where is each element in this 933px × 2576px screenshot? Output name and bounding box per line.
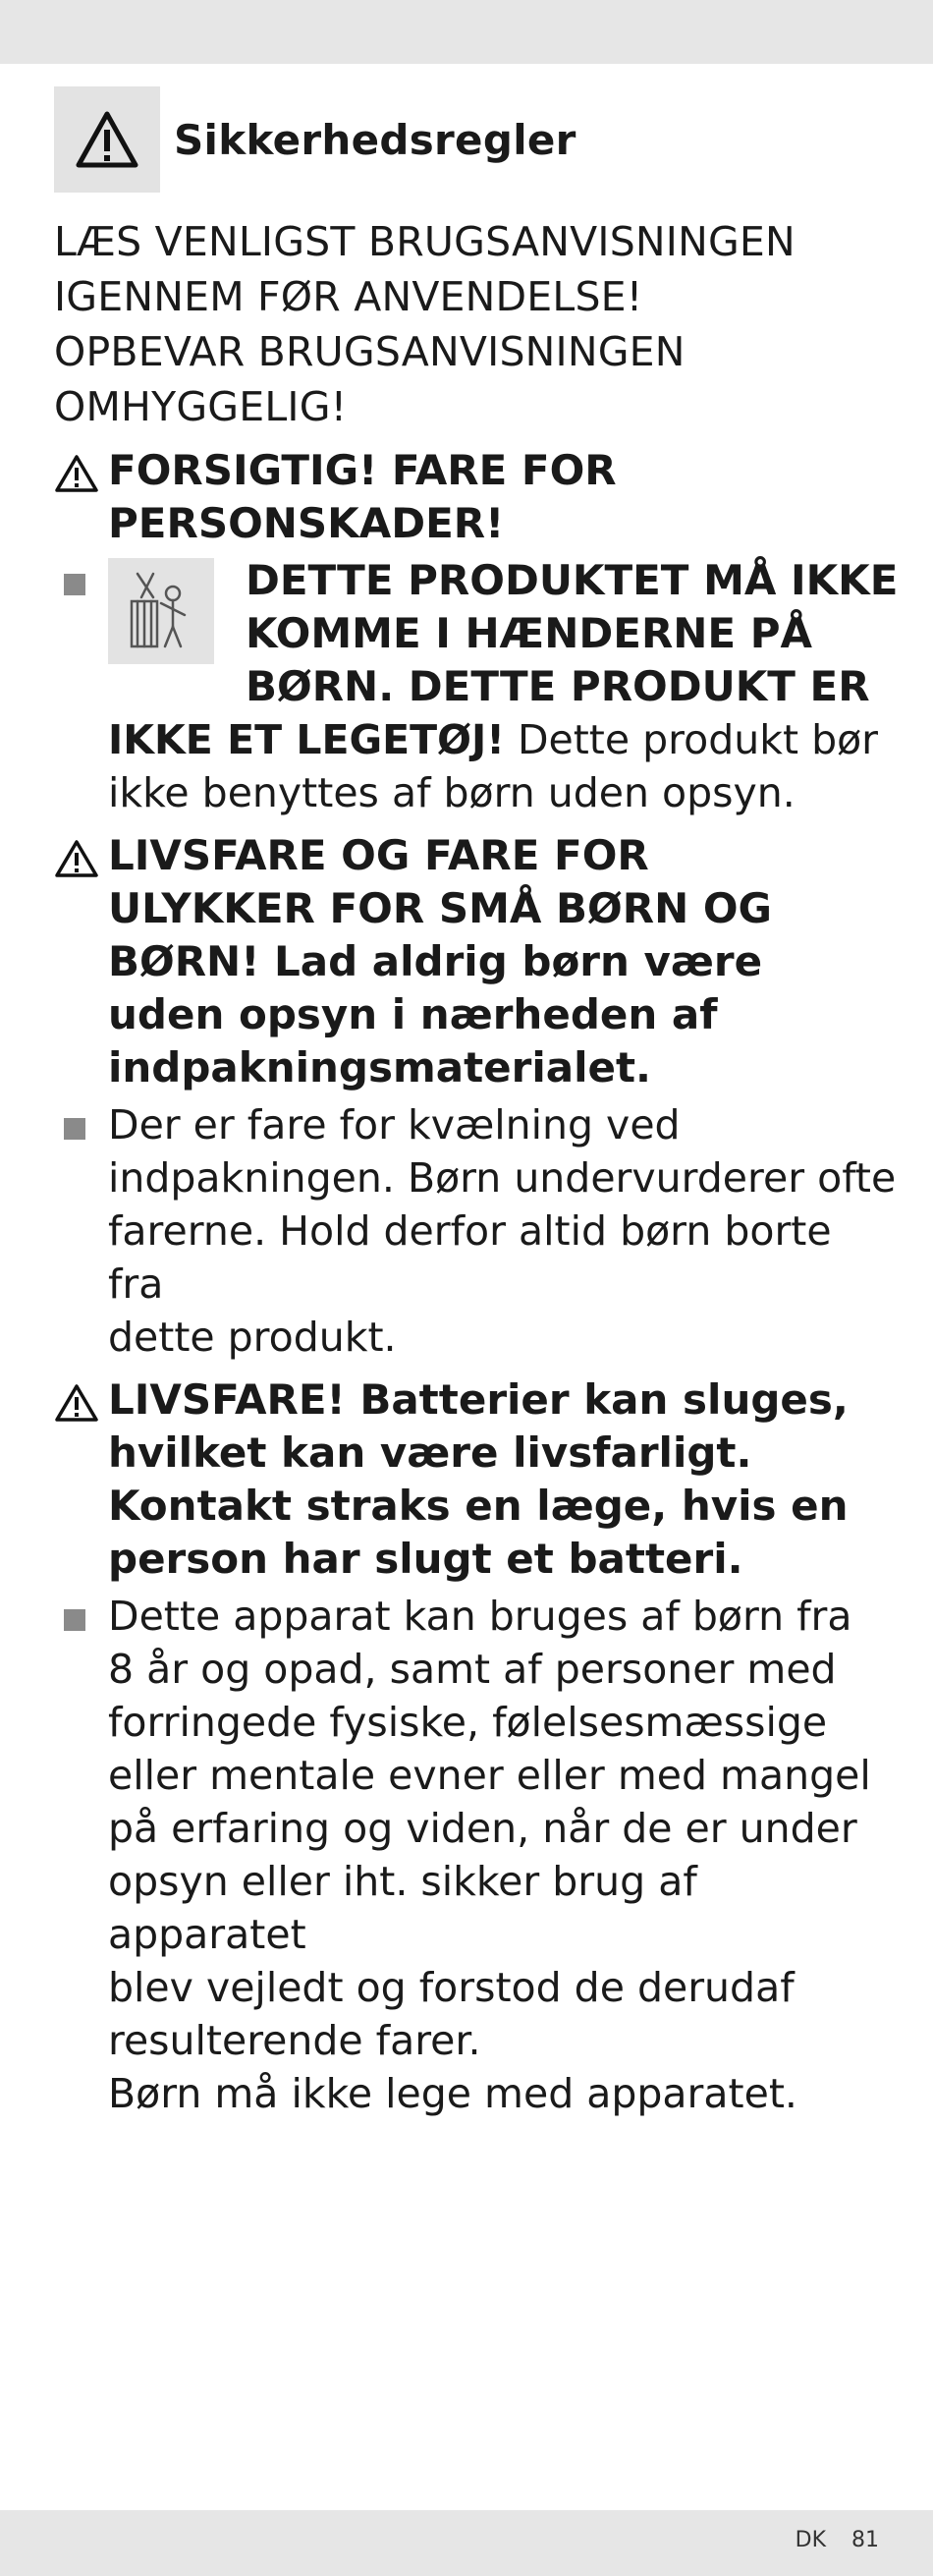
- warning-line: PERSONSKADER!: [108, 499, 505, 547]
- language-code: DK: [795, 2528, 826, 2552]
- warning-line: Kontakt straks en læge, hvis en: [108, 1482, 849, 1530]
- intro-line: OMHYGGELIG!: [54, 383, 348, 430]
- warning-triangle-icon: [54, 839, 99, 878]
- item-text-line: Børn må ikke lege med apparatet.: [108, 2070, 797, 2117]
- item-text-line: farerne. Hold derfor altid børn borte fra: [108, 1207, 832, 1308]
- item-mixed-line: [108, 713, 899, 766]
- item-bold-line: KOMME I HÆNDERNE PÅ: [246, 609, 813, 657]
- warning-line: BØRN! Lad aldrig børn være: [108, 937, 763, 985]
- warning-danger-children: [54, 829, 899, 1094]
- warning-line: LIVSFARE! Batterier kan sluges,: [108, 1375, 849, 1424]
- child-playing-icon: [108, 558, 214, 664]
- intro-block: [54, 214, 899, 434]
- warning-line: LIVSFARE OG FARE FOR: [108, 831, 649, 879]
- intro-line: IGENNEM FØR ANVENDELSE!: [54, 273, 643, 320]
- bullet-square: [64, 1118, 85, 1140]
- item-text-line: forringede fysiske, følelsesmæssige: [108, 1699, 828, 1746]
- item-text-line: indpakningen. Børn undervurderer ofte: [108, 1154, 897, 1202]
- warning-triangle-icon: [54, 1383, 99, 1423]
- warning-triangle-icon: [54, 86, 160, 193]
- intro-line: LÆS VENLIGST BRUGSANVISNINGEN: [54, 218, 796, 265]
- list-item: [54, 1590, 899, 2120]
- section-header: [54, 86, 576, 193]
- item-text-line: eller mentale evner eller med mangel: [108, 1752, 871, 1799]
- item-text-line: blev vejledt og forstod de derudaf: [108, 1964, 795, 2011]
- warning-line: ULYKKER FOR SMÅ BØRN OG: [108, 884, 773, 932]
- intro-line: OPBEVAR BRUGSANVISNINGEN: [54, 328, 686, 375]
- item-text-line: 8 år og opad, samt af personer med: [108, 1646, 837, 1693]
- warning-caution-injury: [54, 444, 899, 550]
- warning-triangle-icon: [54, 454, 99, 493]
- item-bold-line: DETTE PRODUKTET MÅ IKKE: [246, 556, 899, 604]
- item-text-line: ikke benyttes af børn uden opsyn.: [108, 769, 796, 816]
- item-text-line: dette produkt.: [108, 1314, 397, 1361]
- page-title: Sikkerhedsregler: [174, 115, 576, 164]
- list-item: [54, 554, 899, 819]
- item-text-line: på erfaring og viden, når de er under: [108, 1805, 857, 1852]
- warning-danger-battery: [54, 1373, 899, 1586]
- warning-line: hvilket kan være livsfarligt.: [108, 1428, 752, 1477]
- item-text-line: resulterende farer.: [108, 2017, 481, 2064]
- safety-content: [54, 214, 899, 2120]
- item-text-line: Dette apparat kan bruges af børn fra: [108, 1593, 852, 1640]
- warning-line: FORSIGTIG! FARE FOR: [108, 446, 617, 494]
- item-text: Dette produkt bør: [504, 716, 879, 763]
- warning-line: person har slugt et batteri.: [108, 1535, 743, 1583]
- warning-line: uden opsyn i nærheden af: [108, 990, 718, 1038]
- list-item: [54, 1098, 899, 1364]
- page-number: 81: [851, 2528, 879, 2552]
- bullet-square: [64, 1609, 85, 1631]
- warning-line: indpakningsmaterialet.: [108, 1043, 651, 1092]
- bullet-square: [64, 574, 85, 595]
- page-footer: [770, 2528, 879, 2552]
- item-bold-text: IKKE ET LEGETØJ!: [108, 716, 505, 763]
- item-text-line: Der er fare for kvælning ved: [108, 1101, 681, 1148]
- item-bold-line: BØRN. DETTE PRODUKT ER: [246, 662, 870, 710]
- item-text-line: opsyn eller iht. sikker brug af apparatet: [108, 1858, 697, 1958]
- top-band: [0, 0, 933, 64]
